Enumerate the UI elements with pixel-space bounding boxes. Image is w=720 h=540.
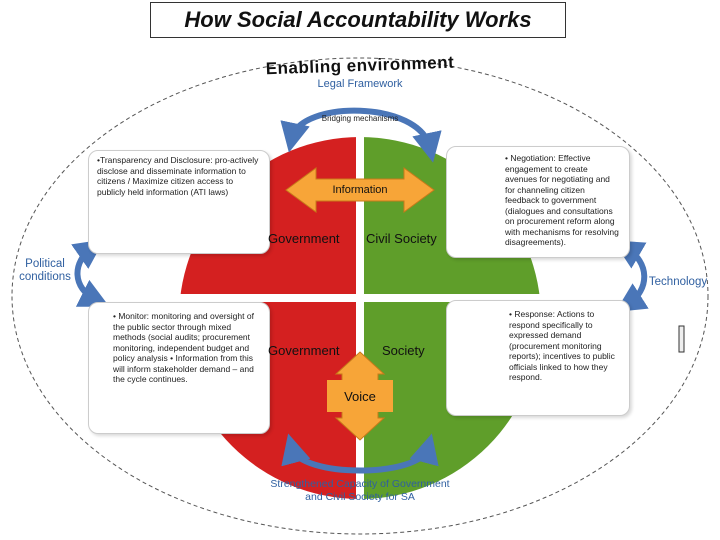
negotiation-text: • Negotiation: Effective engagement to create avenues for negotiating and for channeling citizen feedback to government (dialogues and consultations on procurement reform along with mechanisms for resolving disagreements).: [505, 153, 619, 247]
government-top-label: Government: [268, 231, 340, 246]
government-bottom-label: Government: [268, 343, 340, 358]
monitor-box: [88, 302, 270, 434]
voice-label: Voice: [344, 389, 376, 404]
technology-label: Technology: [648, 276, 708, 288]
transparency-text: •Transparency and Disclosure: pro-actively disclose and disseminate information to citizens / Maximize citizen access to publicly held information (ATI laws): [97, 155, 259, 197]
monitor-text: • Monitor: monitoring and oversight of the public sector through mixed methods (social audits; procurement monitoring, independent budget and policy analysis • Information from this will inform stakeholder demand – and the cycle continues.: [113, 311, 254, 384]
enabling-environment-label: Enabling environment: [265, 52, 455, 79]
society-bottom-label: Society: [382, 343, 425, 358]
response-text: • Response: Actions to respond specifically to expressed demand (procurement monitoring reports); incentives to public officials linked to how they respond.: [509, 309, 615, 382]
page-title: How Social Accountability Works: [184, 7, 532, 32]
political-conditions-label: Political conditions: [19, 258, 71, 283]
bottom-caption: Strengthened Capacity of Government and Civil Society for SA: [270, 478, 450, 503]
right-marker: [679, 326, 684, 352]
response-box: [446, 300, 630, 416]
transparency-box: [88, 150, 270, 254]
legal-framework-label: Legal Framework: [317, 78, 403, 90]
bridging-mechanisms-label: Bridging mechanisms: [321, 114, 399, 123]
negotiation-box: [446, 146, 630, 258]
civil-society-top-label: Civil Society: [366, 231, 437, 246]
information-label: Information: [332, 184, 388, 196]
title-box: [150, 2, 566, 38]
